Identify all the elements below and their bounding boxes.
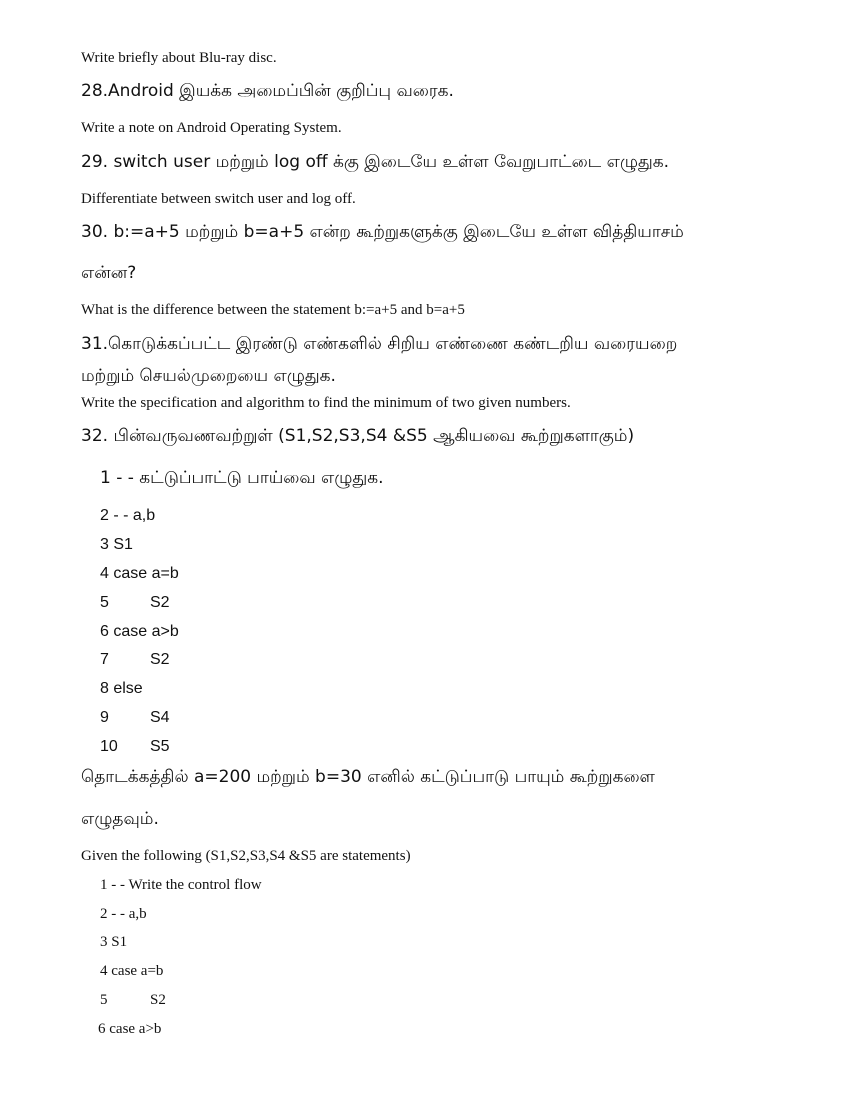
question-28-english: Write a note on Android Operating System.: [81, 120, 342, 136]
control-flow-instruction-tamil: 1 - - கட்டுப்பாட்டு பாய்வை எழுதுக.: [100, 468, 384, 488]
question-31-tamil-line1: 31.கொடுக்கப்பட்ட இரண்டு எண்களில் சிறிய எண்ணை கண்டறிய வரையறை: [81, 334, 678, 354]
code-line: 2 - - a,b: [100, 906, 147, 922]
code-line: 6 case a>b: [98, 1021, 162, 1037]
question-32-tamil: 32. பின்வருவணவற்றுள் (S1,S2,S3,S4 &S5 ஆகியவை கூற்றுகளாகும்): [81, 426, 635, 446]
question-31-english: Write the specification and algorithm to find the minimum of two given numbers.: [81, 395, 571, 411]
code-line: 4 case a=b: [100, 565, 179, 582]
code-line: 2 - - a,b: [100, 507, 156, 524]
question-27-english: Write briefly about Blu-ray disc.: [81, 50, 277, 66]
question-32-condition-tamil-line1: தொடக்கத்தில் a=200 மற்றும் b=30 எனில் கட்டுப்பாடு பாயும் கூற்றுகளை: [81, 767, 655, 787]
code-line: 6 case a>b: [100, 623, 179, 640]
code-line: 5 S2: [100, 594, 170, 611]
question-29-english: Differentiate between switch user and log off.: [81, 191, 356, 207]
question-32-condition-tamil-line2: எழுதவும்.: [81, 809, 159, 829]
code-line: 4 case a=b: [100, 963, 164, 979]
code-line: 3 S1: [100, 536, 133, 553]
question-29-tamil: 29. switch user மற்றும் log off க்கு இடையே உள்ள வேறுபாட்டை எழுதுக.: [81, 152, 670, 172]
code-line: 8 else: [100, 680, 143, 697]
question-30-tamil-line1: 30. b:=a+5 மற்றும் b=a+5 என்ற கூற்றுகளுக்கு இடையே உள்ள வித்தியாசம்: [81, 222, 684, 242]
code-line: 7 S2: [100, 651, 170, 668]
code-line: 9 S4: [100, 709, 170, 726]
code-line-number: 5: [100, 992, 108, 1008]
code-line: 1 - - Write the control flow: [100, 877, 262, 893]
question-30-english: What is the difference between the statement b:=a+5 and b=a+5: [81, 302, 465, 318]
question-28-tamil: 28.Android இயக்க அமைப்பின் குறிப்பு வரைக.: [81, 81, 454, 101]
code-line: 10 S5: [100, 738, 170, 755]
question-32-english: Given the following (S1,S2,S3,S4 &S5 are statements): [81, 848, 411, 864]
code-line-statement: S2: [150, 992, 166, 1008]
question-31-tamil-line2: மற்றும் செயல்முறையை எழுதுக.: [81, 366, 336, 386]
question-30-tamil-line2: என்ன?: [81, 263, 137, 283]
code-line: 3 S1: [100, 934, 128, 950]
